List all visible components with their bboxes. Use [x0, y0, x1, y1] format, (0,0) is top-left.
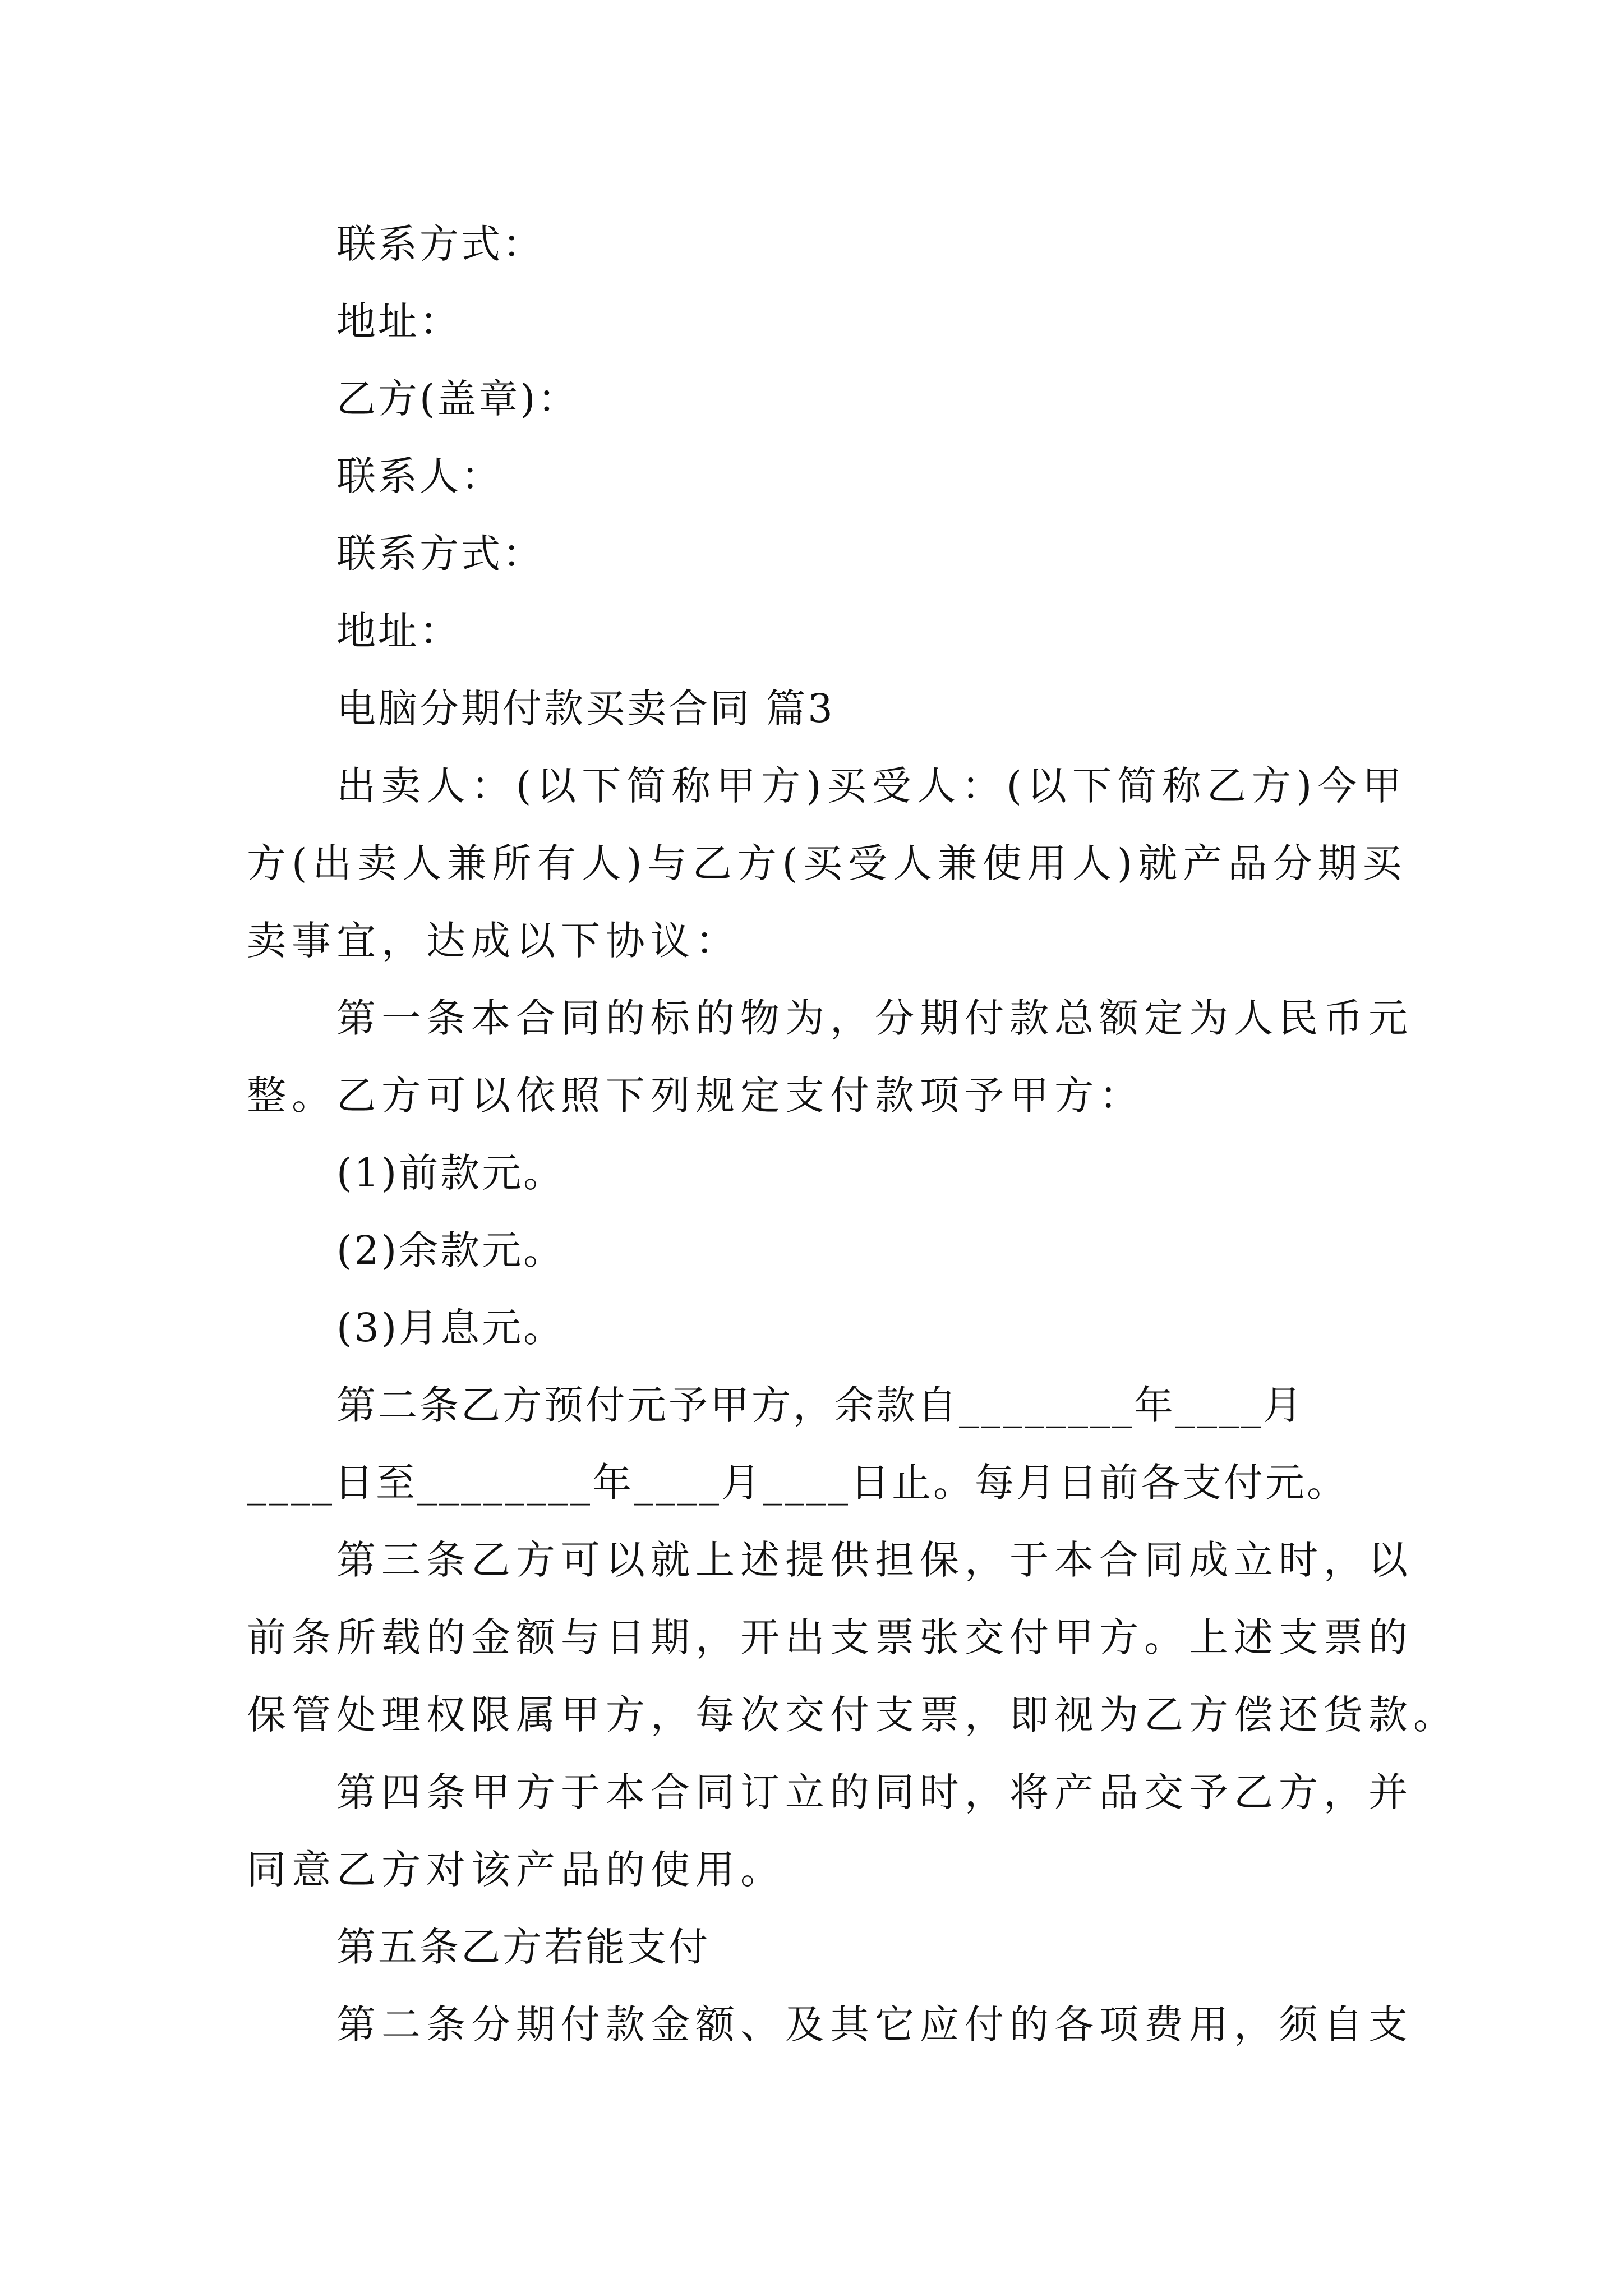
- article-2-line: 第二条乙方预付元予甲方，余款自________年____月: [336, 1382, 1304, 1428]
- payment-item-2: (2)余款元。: [336, 1227, 565, 1273]
- article-4-line: 同意乙方对该产品的使用。: [247, 1847, 785, 1893]
- contact-method-label-2: 联系方式：: [336, 531, 544, 577]
- contract-heading: 电脑分期付款买卖合同 篇3: [336, 685, 835, 731]
- payment-item-3: (3)月息元。: [336, 1305, 565, 1351]
- article-3-line: 保管处理权限属甲方，每次交付支票，即视为乙方偿还货款。: [247, 1692, 1458, 1738]
- paragraph-line: 卖事宜，达成以下协议：: [247, 918, 740, 964]
- contact-method-label-1: 联系方式：: [336, 221, 544, 267]
- article-4-line: 第四条甲方于本合同订立的同时，将产品交予乙方，并: [336, 1769, 1413, 1815]
- contact-person-label: 联系人：: [336, 453, 502, 499]
- payment-item-1: (1)前款元。: [336, 1150, 565, 1196]
- paragraph-line: 出卖人：(以下简称甲方)买受人：(以下简称乙方)今甲: [336, 763, 1408, 809]
- article-1-line: 第一条本合同的标的物为，分期付款总额定为人民币元: [336, 995, 1413, 1041]
- address-label-2: 地址：: [336, 608, 461, 654]
- party-b-seal-label: 乙方(盖章)：: [336, 376, 579, 422]
- article-2-repeat-line: 第二条分期付款金额、及其它应付的各项费用，须自支: [336, 2001, 1413, 2047]
- article-3-line: 前条所载的金额与日期，开出支票张交付甲方。上述支票的: [247, 1614, 1413, 1660]
- article-3-line: 第三条乙方可以就上述提供担保，于本合同成立时，以: [336, 1537, 1413, 1583]
- address-label-1: 地址：: [336, 298, 461, 344]
- article-5-line: 第五条乙方若能支付: [336, 1924, 710, 1970]
- paragraph-line: 方(出卖人兼所有人)与乙方(买受人兼使用人)就产品分期买: [247, 840, 1408, 886]
- article-1-line: 整。乙方可以依照下列规定支付款项予甲方：: [247, 1073, 1144, 1119]
- article-2-line: ____日至________年____月____日止。每月日前各支付元。: [247, 1460, 1348, 1506]
